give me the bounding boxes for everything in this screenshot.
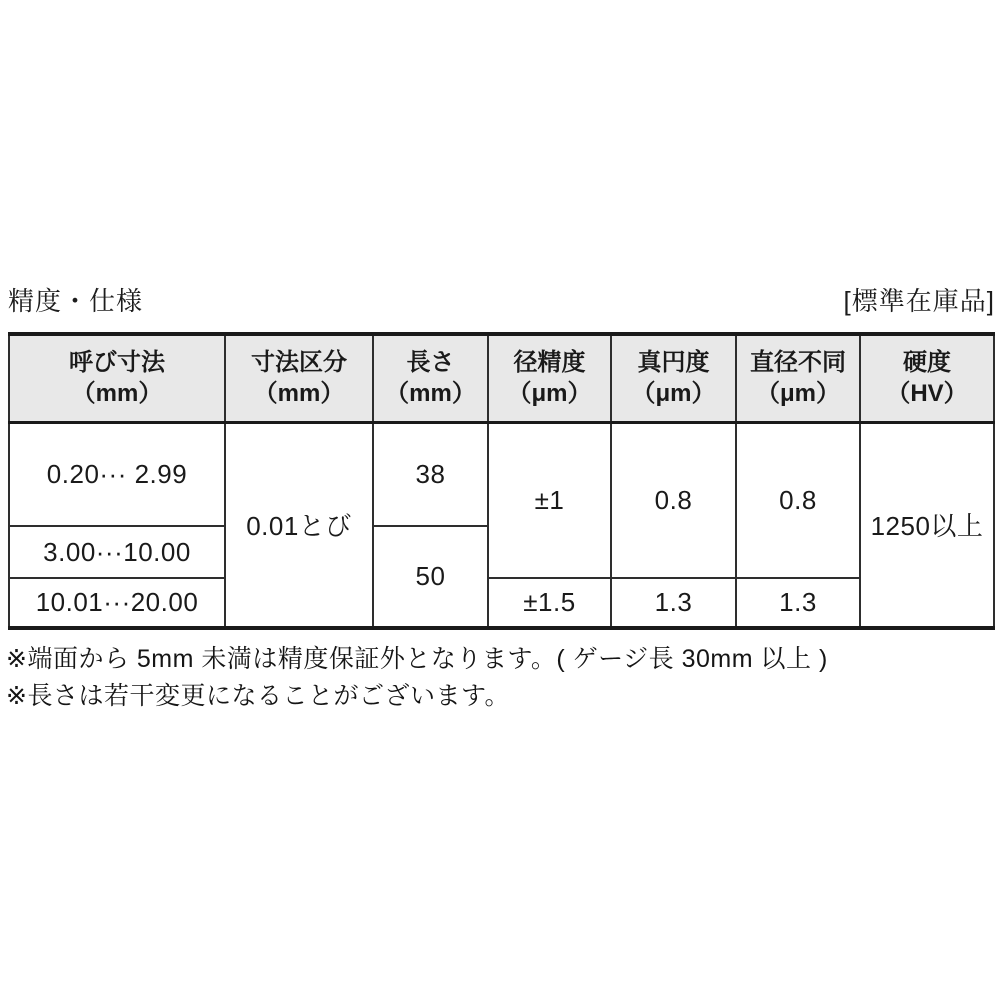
cell-dia-accuracy-large: ±1.5: [488, 578, 611, 628]
header-row: [9, 334, 994, 422]
header-diameter-accuracy: [488, 334, 611, 422]
header-label: 直径不同: [750, 349, 846, 377]
header-label: 呼び寸法: [69, 349, 165, 377]
footnote-length-change: ※長さは若干変更になることがございます。: [6, 682, 510, 710]
table-row: [9, 422, 994, 526]
stock-status-label: [標準在庫品]: [843, 286, 995, 316]
header-nominal-size: [9, 334, 225, 422]
header-label: 寸法区分: [251, 349, 347, 377]
cell-roundness-large: 1.3: [611, 578, 736, 628]
header-roundness: [611, 334, 736, 422]
header-label: 径精度: [513, 349, 586, 377]
title-row: [8, 281, 995, 318]
header-label: 真円度: [637, 349, 710, 377]
header-unit: （μm）: [507, 380, 592, 408]
spec-table: [8, 332, 995, 630]
footnotes: [6, 641, 996, 715]
cell-dia-variation-large: 1.3: [736, 578, 860, 628]
page-title: 精度・仕様: [8, 286, 144, 316]
header-unit: （μm）: [755, 380, 841, 408]
header-label: 長さ: [406, 349, 455, 377]
header-length: [373, 334, 488, 422]
cell-nominal-range-3: 10.01···20.00: [9, 578, 225, 628]
header-unit: （mm）: [385, 380, 476, 408]
cell-nominal-range-2: 3.00···10.00: [9, 526, 225, 578]
header-label: 硬度: [903, 349, 951, 377]
header-hardness: [860, 334, 994, 422]
table-row: [9, 578, 994, 628]
header-unit: （HV）: [886, 380, 968, 408]
cell-dia-accuracy-small: ±1: [488, 422, 611, 578]
cell-hardness: 1250以上: [860, 422, 994, 628]
footnote-accuracy-guarantee: ※端面から 5mm 未満は精度保証外となります。( ゲージ長 30mm 以上 ): [6, 645, 828, 673]
cell-nominal-range-1: 0.20··· 2.99: [9, 422, 225, 526]
cell-size-step: 0.01とび: [225, 422, 373, 628]
header-size-step: [225, 334, 373, 422]
header-diameter-variation: [736, 334, 860, 422]
cell-dia-variation-small: 0.8: [736, 422, 860, 578]
cell-length-38: 38: [373, 422, 488, 526]
cell-roundness-small: 0.8: [611, 422, 736, 578]
header-unit: （μm）: [631, 380, 716, 408]
header-unit: （mm）: [253, 380, 345, 408]
header-unit: （mm）: [71, 380, 163, 408]
cell-length-50: 50: [373, 526, 488, 628]
